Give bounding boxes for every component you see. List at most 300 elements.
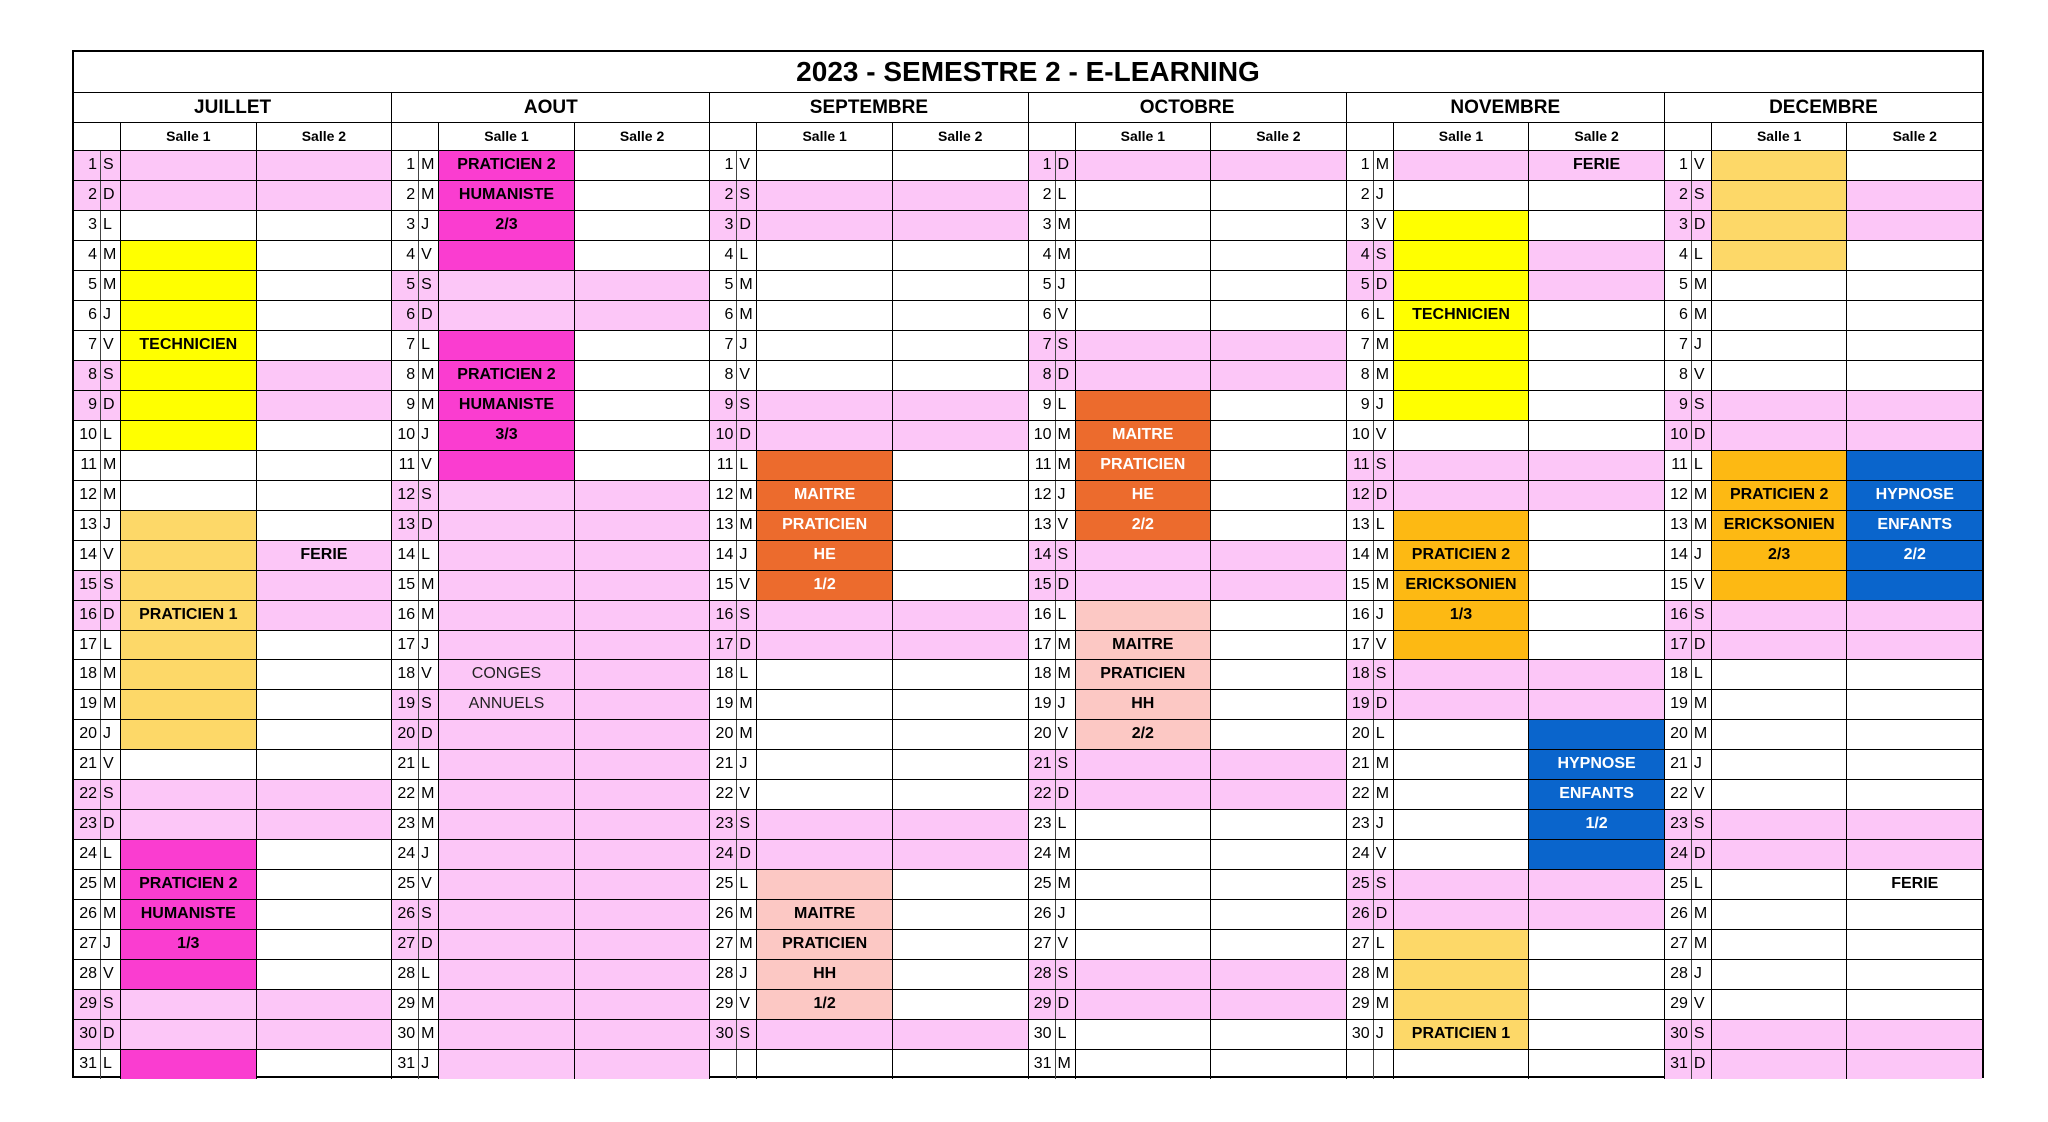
salle-1-cell bbox=[121, 780, 256, 809]
salle-1-cell bbox=[1076, 750, 1211, 779]
month-name: SEPTEMBRE bbox=[710, 93, 1027, 123]
salle-1-cell bbox=[757, 331, 892, 360]
day-number: 16 bbox=[392, 601, 419, 630]
salle-2-cell bbox=[1528, 391, 1664, 420]
day-row bbox=[710, 361, 1027, 391]
salle-2-cell bbox=[892, 241, 1028, 270]
day-letter: M bbox=[419, 151, 439, 180]
salle-1-cell bbox=[1712, 631, 1847, 660]
salle-2-cell bbox=[1210, 511, 1346, 540]
day-letter: D bbox=[101, 391, 121, 420]
salle-1-cell: ERICKSONIEN bbox=[1394, 571, 1529, 600]
salle-2-cell bbox=[574, 660, 710, 689]
day-row bbox=[1665, 361, 1982, 391]
day-letter: L bbox=[1692, 241, 1712, 270]
day-letter: S bbox=[1692, 181, 1712, 210]
day-row bbox=[74, 481, 391, 511]
day-letter: M bbox=[1374, 541, 1394, 570]
day-row bbox=[1029, 1020, 1346, 1050]
salle-2-cell bbox=[1210, 1050, 1346, 1079]
day-row bbox=[1347, 750, 1664, 780]
day-row bbox=[74, 361, 391, 391]
day-row bbox=[392, 660, 709, 690]
salle-2-cell bbox=[1528, 690, 1664, 719]
day-letter: M bbox=[737, 301, 757, 330]
day-letter: V bbox=[101, 541, 121, 570]
calendar-title: 2023 - SEMESTRE 2 - E-LEARNING bbox=[74, 52, 1982, 93]
day-row bbox=[1029, 481, 1346, 511]
day-letter: M bbox=[1692, 271, 1712, 300]
salle-1-cell bbox=[1712, 601, 1847, 630]
salle-1-cell bbox=[757, 690, 892, 719]
salle-1-cell bbox=[439, 990, 574, 1019]
day-number: 25 bbox=[1347, 870, 1374, 899]
day-number: 10 bbox=[392, 421, 419, 450]
salle-2-cell bbox=[574, 331, 710, 360]
day-letter: M bbox=[1692, 930, 1712, 959]
day-number: 4 bbox=[710, 241, 737, 270]
day-letter: M bbox=[419, 990, 439, 1019]
day-row bbox=[74, 660, 391, 690]
day-letter: J bbox=[419, 211, 439, 240]
salle-2-cell bbox=[892, 960, 1028, 989]
salle-1-cell bbox=[439, 870, 574, 899]
salle-2-cell bbox=[892, 990, 1028, 1019]
day-number: 31 bbox=[1665, 1050, 1692, 1079]
day-number: 24 bbox=[392, 840, 419, 869]
day-letter: S bbox=[1692, 601, 1712, 630]
day-row bbox=[710, 631, 1027, 661]
day-letter: M bbox=[737, 271, 757, 300]
day-letter: L bbox=[737, 870, 757, 899]
day-letter: L bbox=[1056, 1020, 1076, 1049]
salle-2-cell bbox=[574, 870, 710, 899]
salle-2-cell bbox=[256, 451, 392, 480]
salle-1-cell bbox=[757, 631, 892, 660]
salle-1-cell bbox=[1712, 301, 1847, 330]
day-number: 14 bbox=[710, 541, 737, 570]
day-letter: L bbox=[1056, 601, 1076, 630]
day-number: 20 bbox=[710, 720, 737, 749]
salle-1-cell: 1/3 bbox=[121, 930, 256, 959]
salle-2-cell bbox=[892, 690, 1028, 719]
salle-1-cell bbox=[757, 810, 892, 839]
day-letter: D bbox=[737, 631, 757, 660]
day-number: 10 bbox=[1347, 421, 1374, 450]
salle-2-cell bbox=[256, 631, 392, 660]
day-letter: S bbox=[1056, 750, 1076, 779]
salle-1-header: Salle 1 bbox=[1756, 128, 1802, 144]
day-row bbox=[1347, 601, 1664, 631]
salle-1-cell: 3/3 bbox=[439, 421, 574, 450]
day-letter: L bbox=[419, 750, 439, 779]
day-letter: S bbox=[419, 481, 439, 510]
salle-1-cell bbox=[439, 750, 574, 779]
day-row bbox=[1029, 391, 1346, 421]
day-row bbox=[74, 511, 391, 541]
day-row bbox=[1665, 331, 1982, 361]
month-column-septembre bbox=[709, 93, 1027, 1079]
day-row bbox=[74, 840, 391, 870]
day-letter: V bbox=[419, 451, 439, 480]
salle-1-cell bbox=[757, 451, 892, 480]
day-number: 23 bbox=[710, 810, 737, 839]
day-number: 30 bbox=[1029, 1020, 1056, 1049]
salle-1-cell bbox=[121, 181, 256, 210]
day-row bbox=[74, 301, 391, 331]
day-letter: S bbox=[737, 1020, 757, 1049]
day-number: 14 bbox=[1029, 541, 1056, 570]
day-letter: M bbox=[1374, 331, 1394, 360]
day-row bbox=[1029, 900, 1346, 930]
day-letter: M bbox=[1056, 241, 1076, 270]
day-number: 7 bbox=[1029, 331, 1056, 360]
day-number: 29 bbox=[1029, 990, 1056, 1019]
day-letter: L bbox=[1692, 870, 1712, 899]
day-letter: S bbox=[1374, 660, 1394, 689]
day-number: 14 bbox=[392, 541, 419, 570]
salle-2-cell bbox=[256, 900, 392, 929]
salle-2-cell: 2/2 bbox=[1846, 541, 1982, 570]
day-number: 31 bbox=[392, 1050, 419, 1079]
salle-1-cell bbox=[757, 271, 892, 300]
salle-2-cell bbox=[1528, 631, 1664, 660]
salle-2-cell bbox=[574, 631, 710, 660]
room-header-row bbox=[392, 123, 709, 151]
salle-1-cell bbox=[1394, 930, 1529, 959]
day-number: 11 bbox=[1347, 451, 1374, 480]
day-letter: J bbox=[737, 750, 757, 779]
day-number: 17 bbox=[1665, 631, 1692, 660]
day-number: 20 bbox=[1029, 720, 1056, 749]
salle-2-cell bbox=[1846, 211, 1982, 240]
salle-1-cell bbox=[439, 571, 574, 600]
day-letter: L bbox=[419, 541, 439, 570]
day-letter: M bbox=[737, 930, 757, 959]
day-number: 21 bbox=[392, 750, 419, 779]
salle-2-cell bbox=[574, 421, 710, 450]
salle-2-cell bbox=[256, 810, 392, 839]
day-row bbox=[74, 810, 391, 840]
salle-2-cell bbox=[1846, 181, 1982, 210]
day-number: 13 bbox=[1029, 511, 1056, 540]
salle-1-cell: PRATICIEN 2 bbox=[1712, 481, 1847, 510]
day-row bbox=[1347, 541, 1664, 571]
salle-1-cell: HH bbox=[1076, 690, 1211, 719]
day-letter: M bbox=[1374, 151, 1394, 180]
day-letter: J bbox=[419, 1050, 439, 1079]
day-number: 1 bbox=[710, 151, 737, 180]
day-row bbox=[392, 301, 709, 331]
salle-1-cell bbox=[1076, 930, 1211, 959]
day-number: 19 bbox=[392, 690, 419, 719]
salle-2-cell bbox=[1846, 660, 1982, 689]
day-number: 3 bbox=[1665, 211, 1692, 240]
day-letter: J bbox=[101, 720, 121, 749]
day-row bbox=[1347, 481, 1664, 511]
day-row bbox=[1347, 810, 1664, 840]
day-letter: V bbox=[737, 361, 757, 390]
salle-2-cell bbox=[1846, 810, 1982, 839]
salle-2-cell bbox=[1528, 840, 1664, 869]
date-header-spacer bbox=[74, 123, 121, 150]
day-number: 15 bbox=[710, 571, 737, 600]
salle-1-cell bbox=[1394, 211, 1529, 240]
salle-2-cell bbox=[256, 930, 392, 959]
salle-1-cell bbox=[757, 301, 892, 330]
salle-2-cell bbox=[574, 511, 710, 540]
day-letter: J bbox=[1374, 810, 1394, 839]
salle-1-cell: HE bbox=[1076, 481, 1211, 510]
day-letter: L bbox=[1056, 181, 1076, 210]
day-number: 1 bbox=[392, 151, 419, 180]
day-letter: S bbox=[1056, 331, 1076, 360]
day-row bbox=[710, 810, 1027, 840]
salle-2-cell bbox=[1528, 990, 1664, 1019]
day-letter: V bbox=[737, 571, 757, 600]
day-number: 4 bbox=[74, 241, 101, 270]
salle-1-cell bbox=[757, 750, 892, 779]
salle-1-cell bbox=[757, 840, 892, 869]
salle-2-cell bbox=[892, 870, 1028, 899]
day-row bbox=[74, 690, 391, 720]
day-letter: J bbox=[1056, 900, 1076, 929]
day-number: 11 bbox=[392, 451, 419, 480]
salle-2-cell bbox=[1528, 301, 1664, 330]
salle-2-cell bbox=[256, 840, 392, 869]
day-number: 24 bbox=[1347, 840, 1374, 869]
day-letter: V bbox=[1374, 421, 1394, 450]
salle-2-cell bbox=[1846, 990, 1982, 1019]
day-number: 22 bbox=[1665, 780, 1692, 809]
room-header-row bbox=[74, 123, 391, 151]
salle-2-cell bbox=[1528, 361, 1664, 390]
salle-1-cell: 1/2 bbox=[757, 571, 892, 600]
day-number: 20 bbox=[1347, 720, 1374, 749]
day-number: 29 bbox=[392, 990, 419, 1019]
salle-2-cell bbox=[1210, 271, 1346, 300]
day-number: 13 bbox=[710, 511, 737, 540]
day-letter: V bbox=[1692, 361, 1712, 390]
day-letter: M bbox=[1056, 660, 1076, 689]
salle-2-header: Salle 2 bbox=[1210, 123, 1346, 150]
salle-1-cell bbox=[121, 211, 256, 240]
day-row bbox=[1029, 241, 1346, 271]
day-letter: L bbox=[101, 421, 121, 450]
salle-1-cell: HE bbox=[757, 541, 892, 570]
day-row bbox=[1029, 810, 1346, 840]
month-name: JUILLET bbox=[74, 93, 391, 123]
day-letter: S bbox=[101, 571, 121, 600]
day-letter: S bbox=[737, 391, 757, 420]
salle-2-cell bbox=[1210, 840, 1346, 869]
salle-1-cell bbox=[1076, 990, 1211, 1019]
day-row bbox=[1347, 990, 1664, 1020]
day-number: 25 bbox=[1665, 870, 1692, 899]
salle-1-cell bbox=[439, 1020, 574, 1049]
day-row bbox=[74, 601, 391, 631]
day-letter: D bbox=[1692, 421, 1712, 450]
day-number: 28 bbox=[710, 960, 737, 989]
day-number: 14 bbox=[1665, 541, 1692, 570]
day-number: 22 bbox=[710, 780, 737, 809]
day-row bbox=[1029, 541, 1346, 571]
salle-1-cell: PRATICIEN 2 bbox=[121, 870, 256, 899]
day-row bbox=[1347, 930, 1664, 960]
salle-2-cell bbox=[574, 211, 710, 240]
day-letter: M bbox=[1692, 720, 1712, 749]
day-letter: M bbox=[1692, 301, 1712, 330]
day-letter: M bbox=[1374, 960, 1394, 989]
salle-2-cell bbox=[1846, 241, 1982, 270]
day-letter: J bbox=[1374, 601, 1394, 630]
salle-1-cell bbox=[439, 601, 574, 630]
salle-1-cell bbox=[439, 241, 574, 270]
day-row bbox=[1665, 720, 1982, 750]
salle-1-cell bbox=[121, 810, 256, 839]
day-number: 3 bbox=[1347, 211, 1374, 240]
day-number: 24 bbox=[1029, 840, 1056, 869]
salle-2-cell bbox=[892, 840, 1028, 869]
day-number: 9 bbox=[1029, 391, 1056, 420]
salle-1-cell bbox=[757, 1020, 892, 1049]
day-letter: M bbox=[419, 181, 439, 210]
salle-2-cell bbox=[1846, 690, 1982, 719]
salle-2-cell bbox=[892, 511, 1028, 540]
day-number: 12 bbox=[1665, 481, 1692, 510]
day-row bbox=[1347, 1020, 1664, 1050]
salle-1-cell bbox=[121, 421, 256, 450]
day-rows bbox=[74, 151, 391, 1079]
day-row bbox=[74, 391, 391, 421]
salle-1-cell bbox=[1712, 990, 1847, 1019]
salle-1-cell bbox=[1712, 870, 1847, 899]
salle-1-cell bbox=[121, 960, 256, 989]
salle-1-header: Salle 1 bbox=[484, 128, 529, 144]
date-header-spacer bbox=[710, 123, 757, 150]
salle-1-cell bbox=[1712, 211, 1847, 240]
day-row bbox=[74, 870, 391, 900]
day-letter: J bbox=[1374, 181, 1394, 210]
day-number: 9 bbox=[1665, 391, 1692, 420]
day-row bbox=[1665, 271, 1982, 301]
day-row bbox=[392, 900, 709, 930]
day-row bbox=[392, 511, 709, 541]
salle-2-cell bbox=[1846, 780, 1982, 809]
salle-1-cell bbox=[1394, 810, 1529, 839]
day-letter: V bbox=[737, 780, 757, 809]
day-number: 8 bbox=[1665, 361, 1692, 390]
day-number: 28 bbox=[1665, 960, 1692, 989]
day-letter: D bbox=[419, 720, 439, 749]
salle-1-cell bbox=[1712, 930, 1847, 959]
salle-2-cell bbox=[1210, 930, 1346, 959]
salle-2-cell bbox=[1210, 571, 1346, 600]
salle-2-cell bbox=[1846, 720, 1982, 749]
salle-1-cell: PRATICIEN bbox=[1076, 660, 1211, 689]
day-row bbox=[74, 421, 391, 451]
day-letter: J bbox=[1692, 960, 1712, 989]
day-letter: M bbox=[1056, 211, 1076, 240]
salle-1-cell bbox=[757, 211, 892, 240]
day-letter: M bbox=[1056, 840, 1076, 869]
day-number: 27 bbox=[1029, 930, 1056, 959]
salle-2-cell bbox=[256, 870, 392, 899]
day-letter: L bbox=[101, 1050, 121, 1079]
salle-2-cell bbox=[892, 211, 1028, 240]
day-row bbox=[710, 780, 1027, 810]
salle-1-cell: PRATICIEN 2 bbox=[439, 151, 574, 180]
day-row bbox=[1665, 241, 1982, 271]
day-number: 17 bbox=[1029, 631, 1056, 660]
day-letter: V bbox=[101, 750, 121, 779]
salle-2-cell bbox=[1210, 870, 1346, 899]
day-number: 12 bbox=[710, 481, 737, 510]
salle-1-cell bbox=[121, 481, 256, 510]
salle-1-cell bbox=[1712, 660, 1847, 689]
salle-1-cell: PRATICIEN bbox=[1076, 451, 1211, 480]
salle-2-cell bbox=[256, 271, 392, 300]
day-row bbox=[392, 211, 709, 241]
salle-2-cell bbox=[574, 151, 710, 180]
day-number: 28 bbox=[1347, 960, 1374, 989]
day-letter: V bbox=[1374, 631, 1394, 660]
month-column-decembre bbox=[1664, 93, 1982, 1079]
day-letter: M bbox=[101, 660, 121, 689]
day-row bbox=[1665, 750, 1982, 780]
day-letter: J bbox=[737, 331, 757, 360]
day-row bbox=[1665, 690, 1982, 720]
day-number: 5 bbox=[1665, 271, 1692, 300]
day-row bbox=[710, 211, 1027, 241]
salle-1-cell bbox=[1394, 900, 1529, 929]
salle-1-cell bbox=[1394, 331, 1529, 360]
salle-1-cell bbox=[1712, 361, 1847, 390]
salle-1-cell bbox=[439, 840, 574, 869]
day-letter: J bbox=[737, 541, 757, 570]
salle-1-cell bbox=[1394, 421, 1529, 450]
salle-2-cell bbox=[256, 990, 392, 1019]
day-row bbox=[1665, 541, 1982, 571]
salle-2-cell bbox=[1846, 301, 1982, 330]
salle-1-cell: HH bbox=[757, 960, 892, 989]
salle-2-cell: HYPNOSE bbox=[1846, 481, 1982, 510]
salle-2-cell bbox=[1528, 331, 1664, 360]
day-row bbox=[1347, 690, 1664, 720]
day-number: 19 bbox=[74, 690, 101, 719]
salle-1-cell bbox=[121, 271, 256, 300]
day-letter: S bbox=[737, 181, 757, 210]
day-row bbox=[1029, 451, 1346, 481]
salle-2-cell bbox=[1528, 511, 1664, 540]
day-number: 1 bbox=[74, 151, 101, 180]
salle-2-cell bbox=[1846, 421, 1982, 450]
salle-1-cell bbox=[121, 840, 256, 869]
salle-2-cell bbox=[256, 960, 392, 989]
day-number: 12 bbox=[392, 481, 419, 510]
day-number: 18 bbox=[1029, 660, 1056, 689]
day-number: 2 bbox=[1665, 181, 1692, 210]
salle-1-cell bbox=[1076, 211, 1211, 240]
salle-2-cell bbox=[1528, 451, 1664, 480]
salle-1-cell bbox=[1076, 361, 1211, 390]
salle-2-cell bbox=[892, 301, 1028, 330]
day-letter: V bbox=[1692, 571, 1712, 600]
salle-1-cell bbox=[1076, 331, 1211, 360]
salle-1-cell bbox=[439, 481, 574, 510]
day-number: 22 bbox=[1347, 780, 1374, 809]
day-row bbox=[1665, 1050, 1982, 1079]
